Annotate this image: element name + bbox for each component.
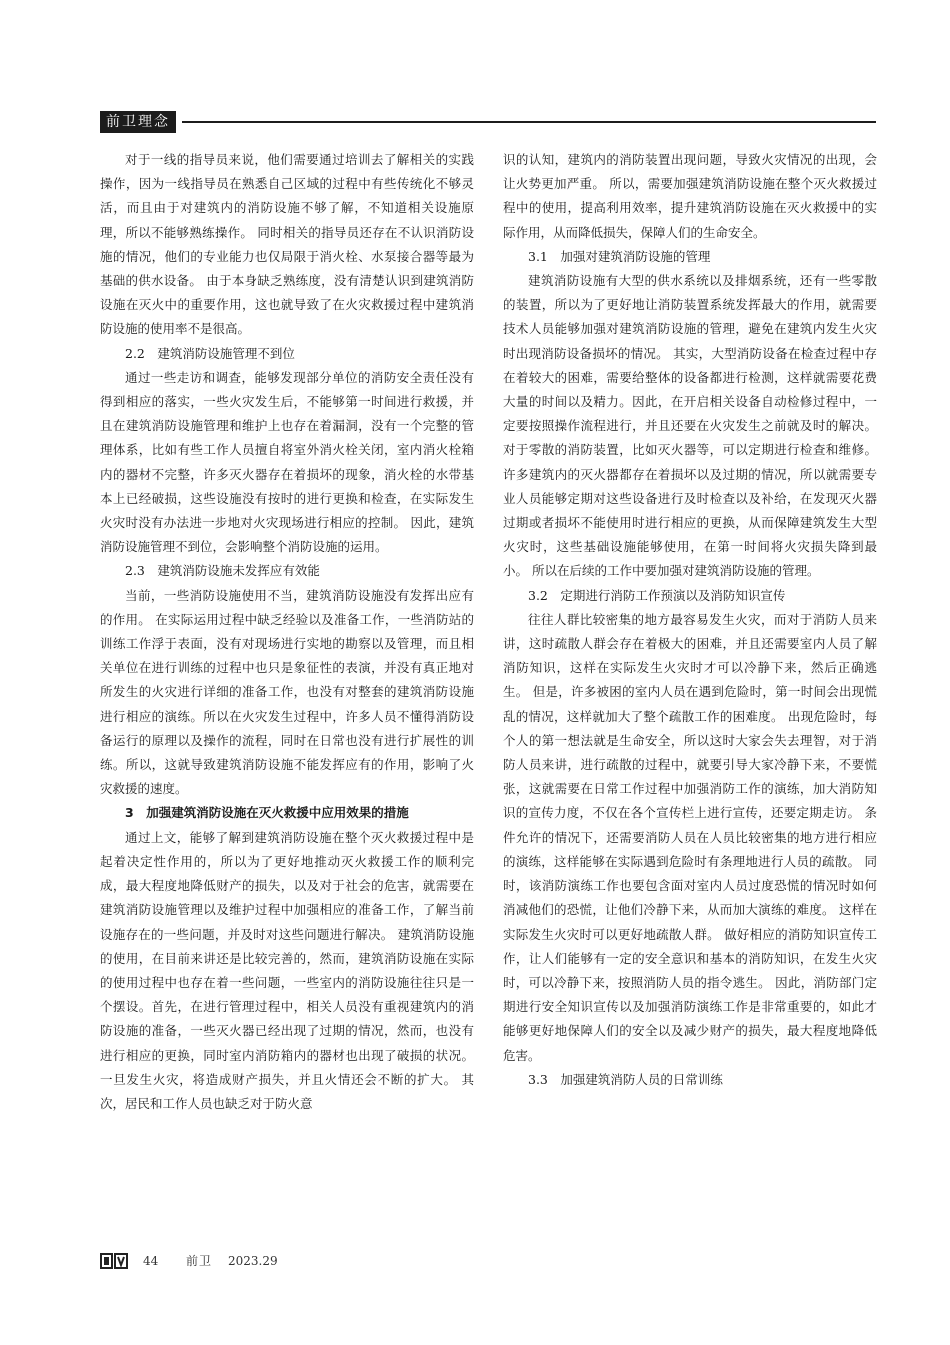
paragraph: 建筑消防设施有大型的供水系统以及排烟系统，还有一些零散的装置，所以为了更好地让消防装置系统发挥最大的作用，就需要技术人员能够加强对建筑消防设施的管理，避免在建筑内发生火灾时出现消防设备损坏的情况。 其实，大型消防设备在检查过程中存在着较大的困难，需要给整体的设备都进行检测，这样就需要花费大量的时间以及精力。因此，在开启相关设备自动检修过程中，一定要按照操作流程进行，并且还要在火灾发生之前就及时的解决。 对于零散的消防装置，比如灭火器等，可以定期进行检查和维修。许多建筑内的灭火器都存在着损坏以及过期的情况，所以就需要专业人员能够定期对这些设备进行及时检查以及补给，在发现灭火器过期或者损坏不能使用时进行相应的更换，从而保障建筑发生大型火灾时，这些基础设施能够使用，在第一时间将火灾损失降到最小。 所以在后续的工作中要加强对建筑消防设施的管理。 [503,273,877,579]
paragraph: 通过上文，能够了解到建筑消防设施在整个灭火救援过程中是起着决定性作用的，所以为了更好地推动灭火救援工作的顺利完成，最大程度地降低财产的损失，以及对于社会的危害，就需要在建筑消防设施管理以及维护过程中加强相应的准备工作，了解当前设施存在的一些问题，并及时对这些问题进行解决。 建筑消防设施的使用，在目前来讲还是比较完善的，然而，建筑消防设施在实际的使用过程中也存在着一些问题，一些室内的消防设施往往只是一个摆设。首先，在进行管理过程中，相关人员没有重视建筑内的消防设施的准备，一些灭火器已经出现了过期的情况，然而，也没有进行相应的更换，同时室内消防箱内的器材也出现了破损的状况。 一旦发生火灾，将造成财产损失，并且火情还会不断的扩大。 其次，居民和工作人员也缺乏对于防火意 [100,829,474,1111]
section-tag: 前卫理念 [100,111,176,133]
section-heading-3: 3 加强建筑消防设施在灭火救援中应用效果的措施 [125,805,409,821]
page-number: 44 [143,1254,159,1268]
paragraph: 通过一些走访和调查，能够发现部分单位的消防安全责任没有得到相应的落实，一些火灾发生后，不能够第一时间进行救援，并且在建筑消防设施管理和维护上也存在着漏洞，没有一个完整的管理体系，比如有些工作人员擅自将室外消火栓关闭，室内消火栓箱内的器材不完整，许多灭火器存在着损坏的现象，消火栓的水带基本上已经破损，这些设施没有按时的进行更换和检查，在实际发生火灾时没有办法进一步地对火灾现场进行相应的控制。 因此，建筑消防设施管理不到位，会影响整个消防设施的运用。 [100,369,474,555]
journal-logo-icon [100,1253,128,1269]
section-heading-3-3: 3.3 加强建筑消防人员的日常训练 [528,1071,723,1087]
issue-number: 2023.29 [228,1254,278,1268]
journal-name: 前卫 [186,1254,213,1268]
section-heading-3-1: 3.1 加强对建筑消防设施的管理 [528,248,711,264]
paragraph: 对于一线的指导员来说，他们需要通过培训去了解相关的实践操作，因为一线指导员在熟悉自己区域的过程中有些传统化不够灵活，而且由于对建筑内的消防设施不够了解，不知道相关设施原理，所以不能够熟练操作。 同时相关的指导员还存在不认识消防设施的情况，他们的专业能力也仅局限于消火栓、水泵接合器等最为基础的供水设备。 由于本身缺乏熟练度，没有清楚认识到建筑消防设施在灭火中的重要作用，这也就导致了在火灾救援过程中建筑消防设施的使用率不是很高。 [100,152,474,337]
paragraph-continued: 识的认知，建筑内的消防装置出现问题，导致火灾情况的出现，会让火势更加严重。 所以，需要加强建筑消防设施在整个灭火救援过程中的使用，提高利用效率，提升建筑消防设施在灭火救援中的实际作用，从而降低损失，保障人们的生命安全。 [503,152,877,240]
header-rule [182,121,876,123]
running-header [100,111,876,133]
paragraph: 往往人群比较密集的地方最容易发生火灾，而对于消防人员来讲，这时疏散人群会存在着极大的困难，并且还需要室内人员了解消防知识，这样在实际发生火灾时才可以冷静下来，然后正确逃生。 但是，许多被困的室内人员在遇到危险时，第一时间会出现慌乱的情况，这样就加大了整个疏散工作的困难度。 出现危险时，每个人的第一想法就是生命安全，所以这时大家会失去理智，对于消防人员来讲，进行疏散的过程中，就要引导大家冷静下来，不要慌张，这就需要在日常工作过程中加强消防工作的演练，加大消防知识的宣传力度，不仅在各个宣传栏上进行宣传，还要定期走访。 条件允许的情况下，还需要消防人员在人员比较密集的地方进行相应的演练，这样能够在实际遇到危险时有条理地进行人员的疏散。 同时，该消防演练工作也要包含面对室内人员过度恐慌的情况时如何消减他们的恐慌，让他们冷静下来，从而加大演练的难度。 这样在实际发生火灾时可以更好地疏散人群。 做好相应的消防知识宣传工作，让人们能够有一定的安全意识和基本的消防知识，在发生火灾时，可以冷静下来，按照消防人员的指令逃生。 因此，消防部门定期进行安全知识宣传以及加强消防演练工作是非常重要的，如此才能够更好地保障人们的安全以及减少财产的损失，最大程度地降低危害。 [503,611,877,1063]
paragraph: 当前，一些消防设施使用不当，建筑消防设施没有发挥出应有的作用。 在实际运用过程中缺乏经验以及准备工作，一些消防站的训练工作浮于表面，没有对现场进行实地的勘察以及管理，而且相关单位在进行训练的过程中也只是象征性的表演，并没有真正地对所发生的火灾进行详细的准备工作，也没有对整套的建筑消防设施进行相应的演练。所以在火灾发生过程中，许多人员不懂得消防设备运行的原理以及操作的流程，同时在日常也没有进行扩展性的训练。所以，这就导致建筑消防设施不能发挥应有的作用，影响了火灾救援的速度。 [100,587,474,797]
left-column [100,148,474,1116]
section-heading-2-2: 2.2 建筑消防设施管理不到位 [125,345,295,361]
section-heading-2-3: 2.3 建筑消防设施未发挥应有效能 [125,563,320,579]
right-column [503,148,877,1092]
section-heading-3-2: 3.2 定期进行消防工作预演以及消防知识宣传 [528,587,786,603]
